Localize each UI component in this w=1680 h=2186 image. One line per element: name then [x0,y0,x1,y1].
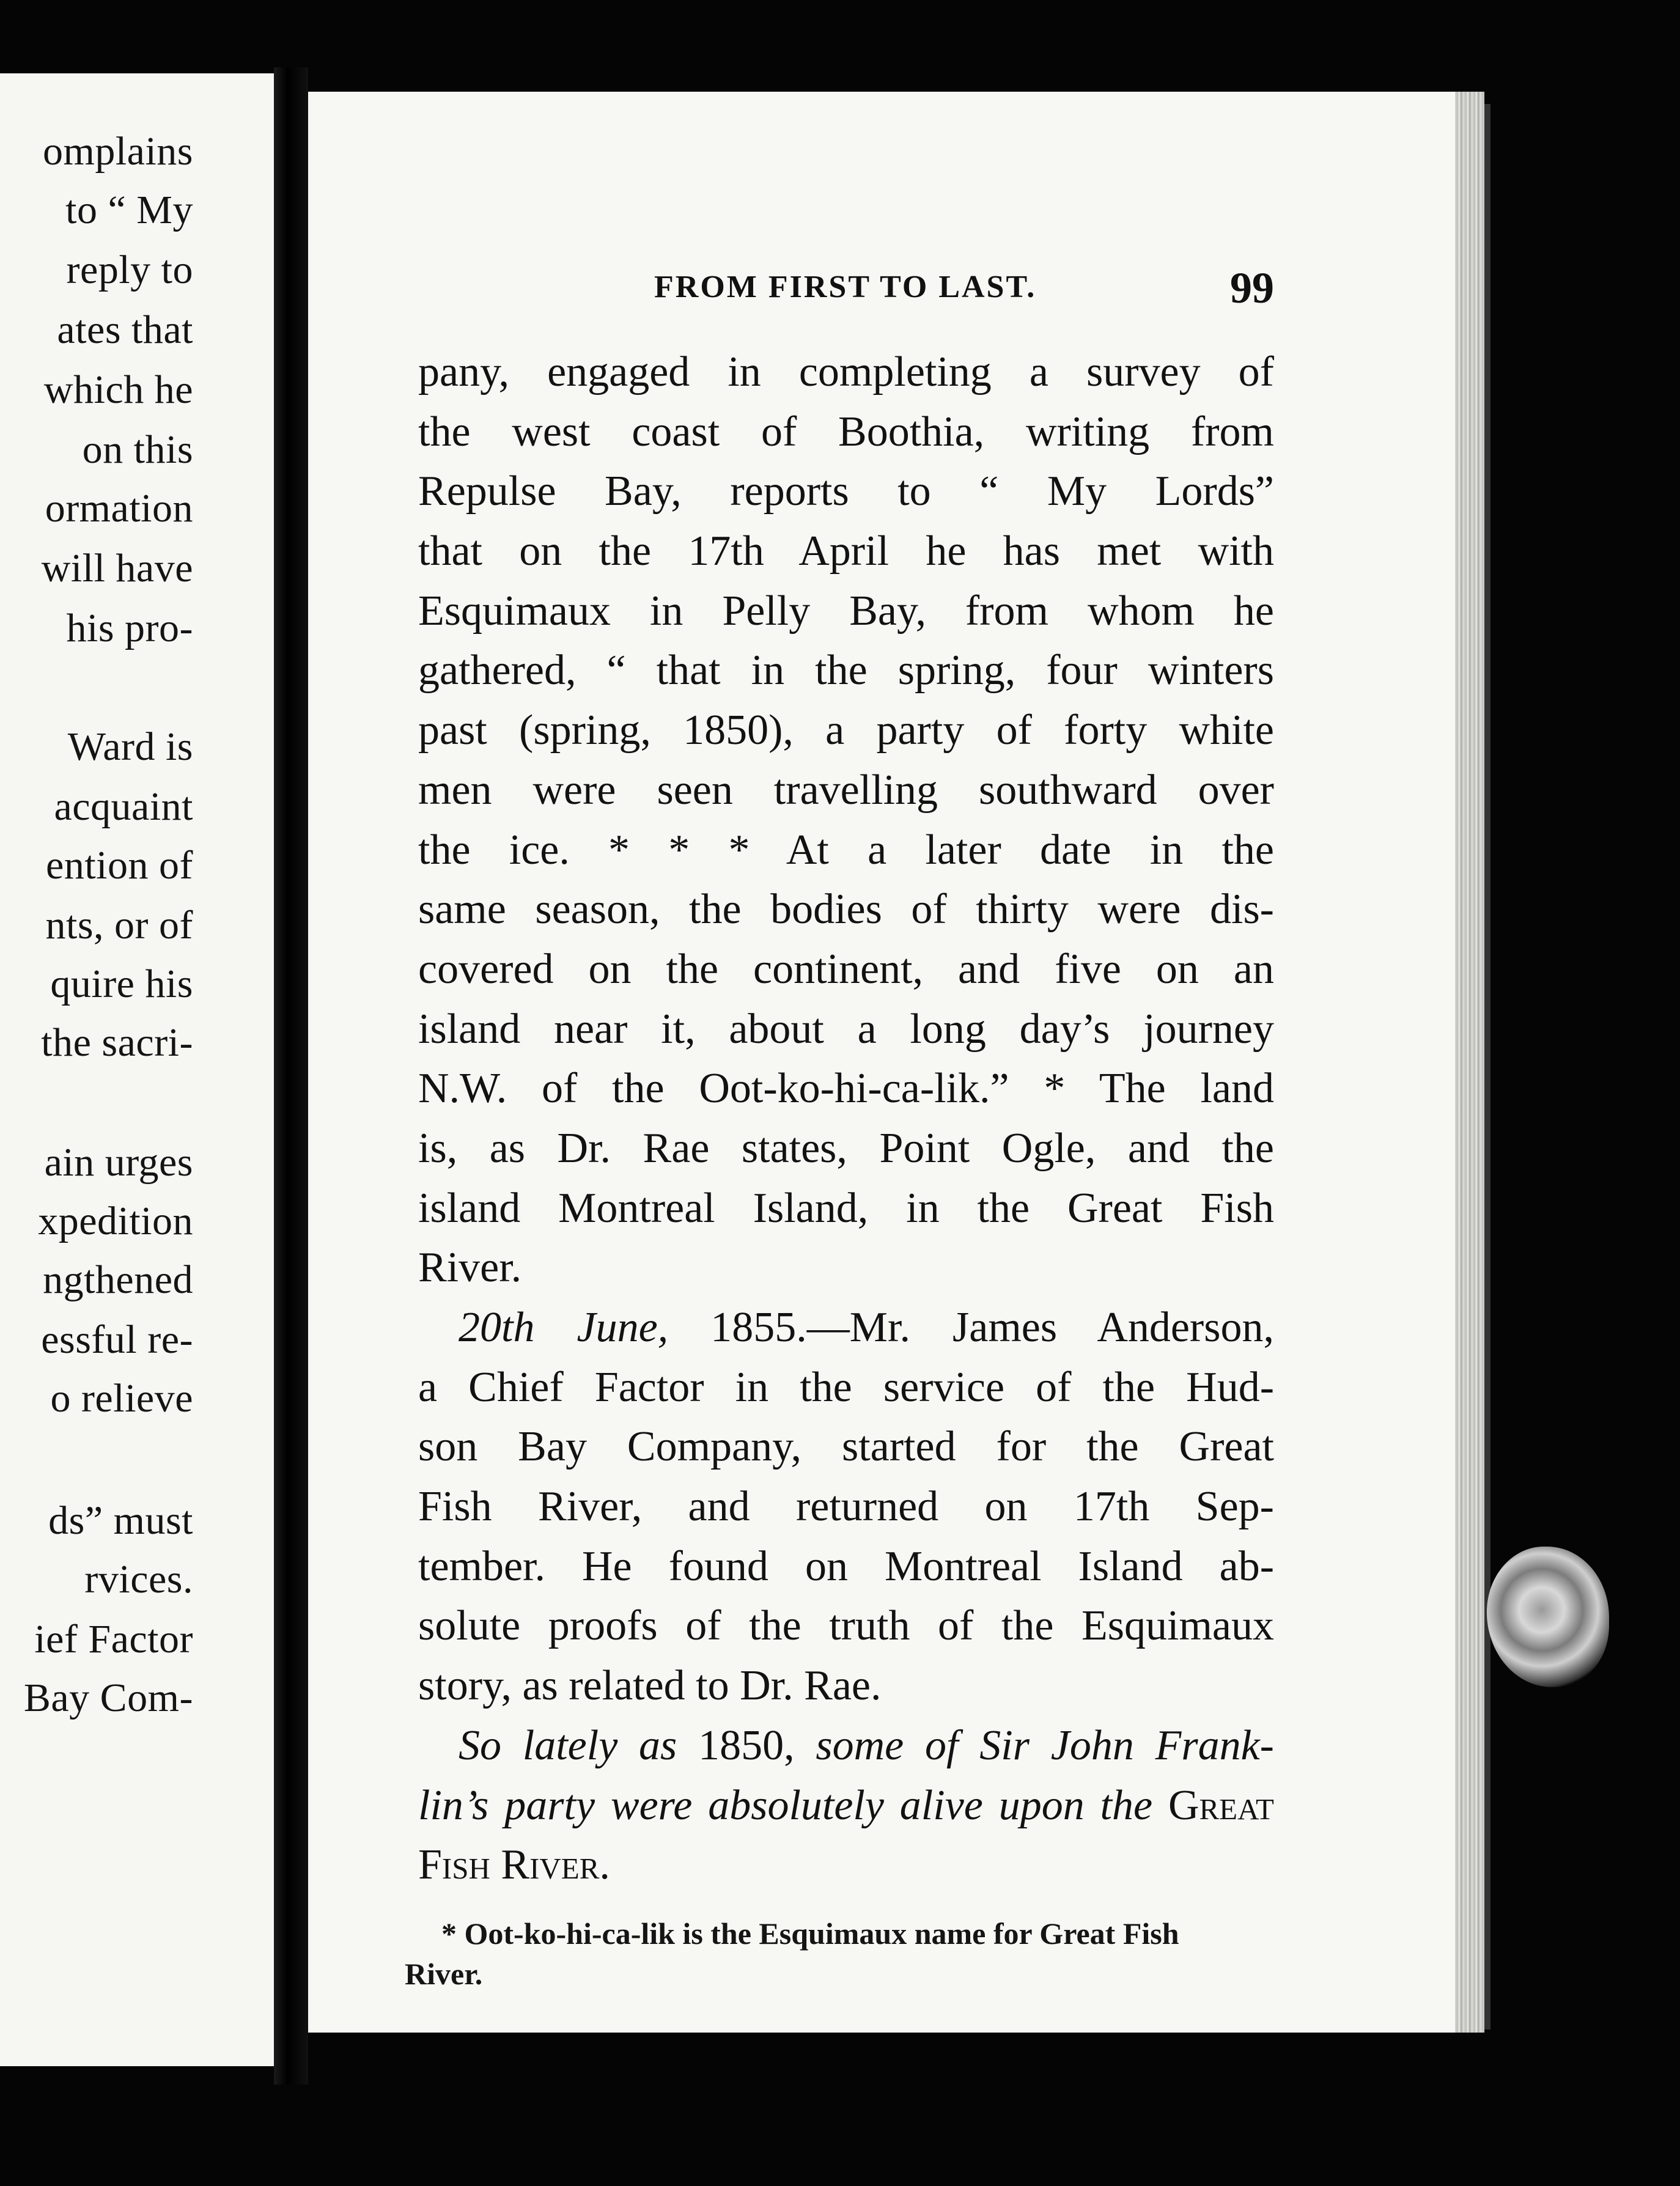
page-edge [1455,92,1484,2033]
text-line: gathered, “ that in the spring, four winters [418,647,1274,694]
left-page-line: will have [41,546,193,591]
text-line: 20th June, 1855.—Mr. James Anderson, [459,1304,1274,1351]
text-line: island near it, about a long day’s journey [418,1005,1274,1053]
footnote-line: River. [405,1957,483,1991]
text-line: pany, engaged in completing a survey of [418,348,1274,396]
text-line: Repulse Bay, reports to “ My Lords” [418,468,1274,515]
left-page-line: ates that [57,307,193,352]
left-page-line: ention of [46,843,193,888]
page-number: 99 [1230,263,1274,312]
left-page-line: the sacri- [41,1020,193,1065]
left-page-line: omplains [43,129,193,174]
left-page-line: Ward is [67,724,193,769]
left-page-line: o relieve [50,1376,193,1421]
left-page-line: his pro- [66,606,193,650]
left-page-line: ds” must [48,1498,193,1543]
text-line: Esquimaux in Pelly Bay, from whom he [418,587,1274,635]
left-page-line: rvices. [84,1557,193,1602]
left-page-line: nts, or of [45,903,193,948]
left-page-line: essful re- [41,1317,193,1362]
left-page-line: ain urges [44,1140,193,1185]
text-line: N.W. of the Oot-ko-hi-ca-lik.” * The land [418,1065,1274,1113]
left-page-line: which he [43,367,193,412]
text-line: the west coast of Boothia, writing from [418,408,1274,455]
text-line: So lately as 1850, some of Sir John Frank- [459,1721,1274,1769]
text-line: men were seen travelling southward over [418,766,1274,814]
text-line: tember. He found on Montreal Island ab- [418,1542,1274,1590]
left-page-line: quire his [50,962,193,1006]
footnote-line: * Oot-ko-hi-ca-lik is the Esquimaux name for Great Fish [441,1916,1179,1951]
left-page-line: ngthened [43,1257,193,1302]
left-page-line: on this [82,427,193,472]
paragraph-1 [418,342,1274,1298]
body-text [418,342,1274,1895]
text-line: covered on the continent, and five on an [418,945,1274,993]
left-page-line: ief Factor [34,1617,193,1662]
paragraph-2 [418,1298,1274,1716]
text-line: Fish River, and returned on 17th Sep- [418,1483,1274,1531]
paragraph-3 [418,1716,1274,1895]
left-page-line: xpedition [38,1199,193,1243]
paper-stain [1487,1547,1609,1687]
text-line: that on the 17th April he has met with [418,528,1274,575]
text-line: island Montreal Island, in the Great Fish [418,1184,1274,1232]
page-edge-shadow [1484,104,1490,2030]
left-page-line: acquaint [54,784,193,829]
left-page-line: reply to [66,248,193,292]
text-line: a Chief Factor in the service of the Hud- [418,1363,1274,1411]
text-line: lin’s party were absolutely alive upon the Great [418,1781,1274,1829]
footnote [405,1913,1261,1994]
book-gutter [274,67,308,2085]
text-line: Fish River. [418,1841,610,1889]
text-line: story, as related to Dr. Rae. [418,1662,882,1710]
left-page-line: to “ My [65,188,193,232]
text-line: the ice. * * * At a later date in the [418,826,1274,874]
left-page-fragment [0,73,274,2066]
text-line: past (spring, 1850), a party of forty white [418,707,1274,754]
text-line: is, as Dr. Rae states, Point Ogle, and the [418,1124,1274,1172]
running-head: FROM FIRST TO LAST. [654,270,1037,304]
text-line: son Bay Company, started for the Great [418,1423,1274,1471]
left-page-line: Bay Com- [23,1676,193,1720]
left-page-line: ormation [45,486,193,531]
text-line: solute proofs of the truth of the Esquimaux [418,1602,1274,1650]
text-line: River. [418,1244,522,1292]
text-line: same season, the bodies of thirty were dis- [418,886,1274,933]
